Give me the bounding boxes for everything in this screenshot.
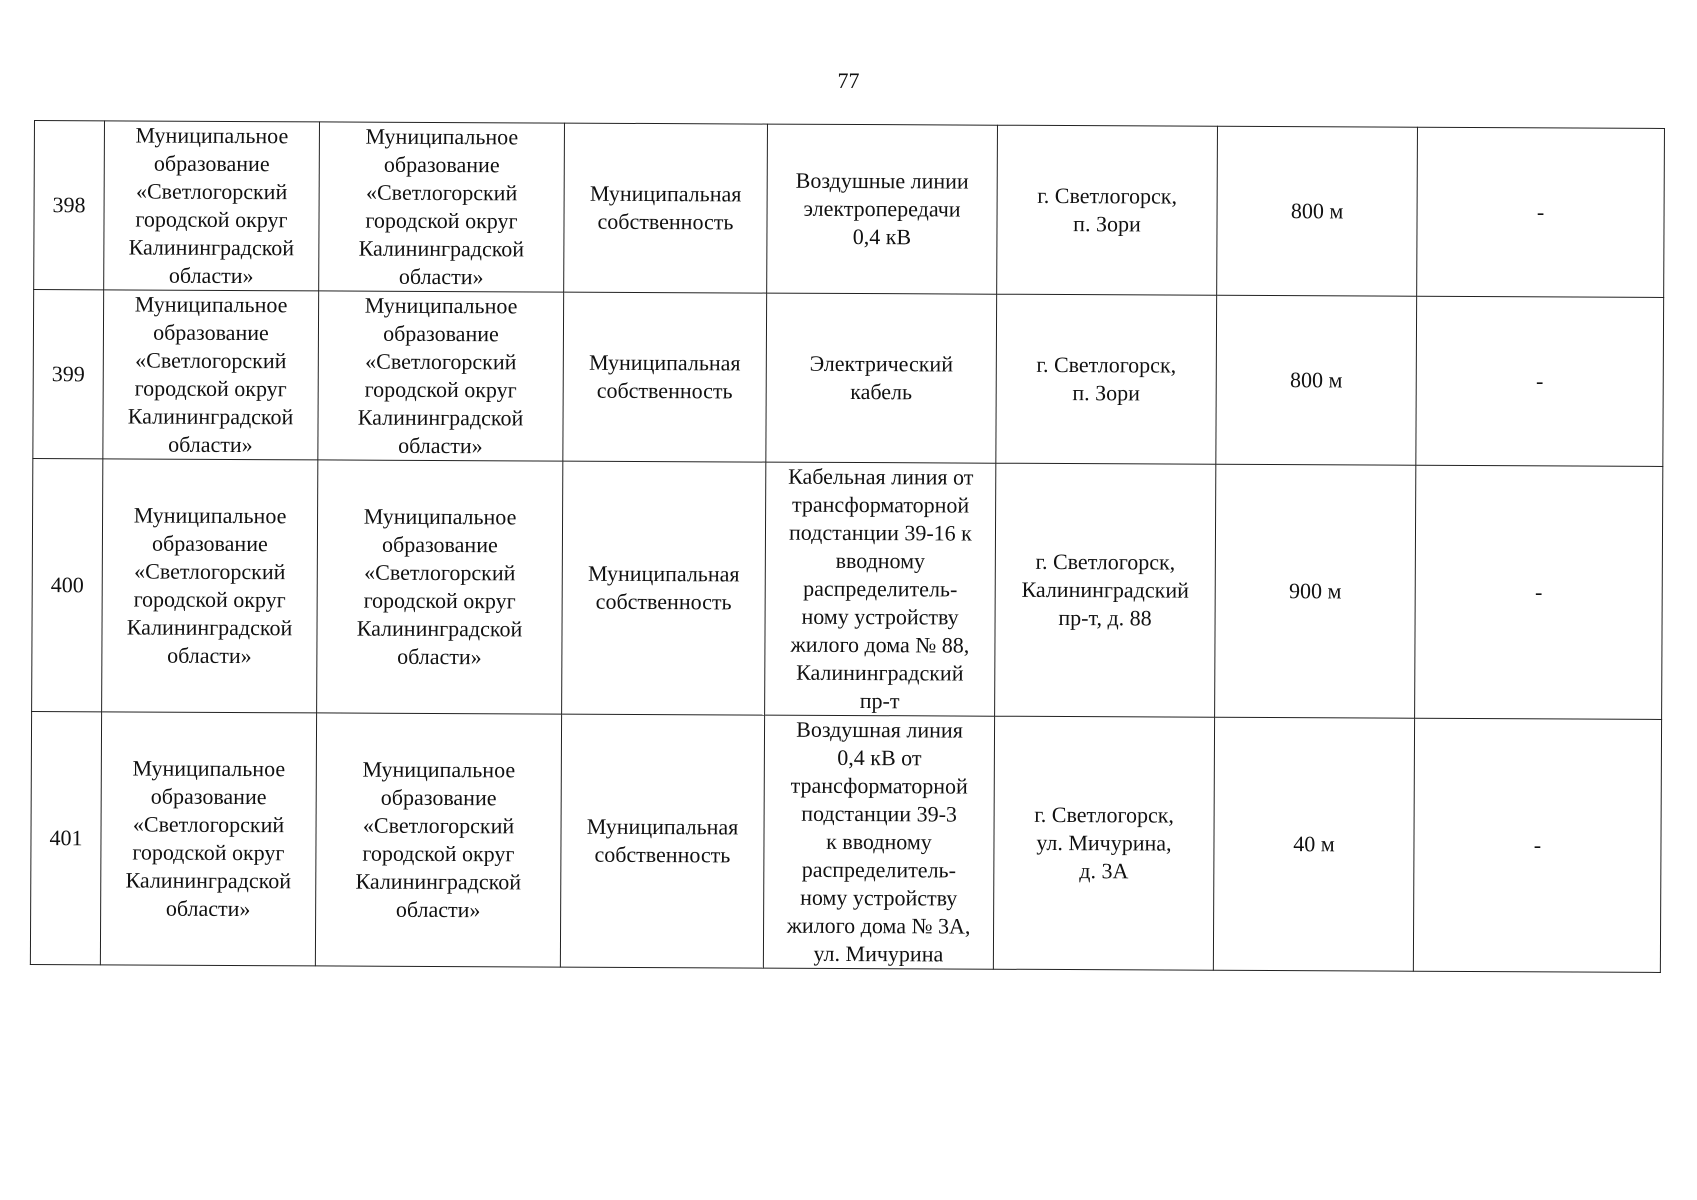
owner-cell: Муниципальное образование «Светлогорский городской округ Калининградской области» [100,712,316,966]
table-row [30,711,1661,972]
length-cell: 800 м [1216,295,1417,465]
table-row [34,121,1665,298]
length-cell: 40 м [1213,717,1414,971]
object-cell: Воздушные линии электропередачи 0,4 кВ [767,124,998,294]
ownership-cell: Муниципальная собственность [562,461,766,715]
table-row [33,290,1664,467]
holder-cell: Муниципальное образование «Светлогорский городской округ Калининградской области» [318,291,564,461]
owner-cell: Муниципальное образование «Светлогорский городской округ Калининградской области» [104,121,320,291]
row-number: 399 [33,290,104,459]
address-cell: г. Светлогорск, Калининградский пр-т, д. 88 [995,463,1216,717]
address-cell: г. Светлогорск, п. Зори [996,294,1217,464]
note-cell: - [1416,296,1664,466]
ownership-cell: Муниципальная собственность [560,714,764,968]
object-cell: Воздушная линия 0,4 кВ от трансформаторной подстанции 39-3 к вводному распределитель- ному устройству жилого дома № 3А, ул. Мичурина [763,715,994,969]
holder-cell: Муниципальное образование «Светлогорский городской округ Калининградской области» [315,713,561,967]
ownership-cell: Муниципальная собственность [564,123,768,293]
note-cell: - [1417,127,1665,297]
object-cell: Электрический кабель [766,293,997,463]
owner-cell: Муниципальное образование «Светлогорский городской округ Калининградской области» [102,459,318,713]
object-cell: Кабельная линия от трансформаторной подстанции 39-16 к вводному распределитель- ному устройству жилого дома № 88, Калининградский пр-т [765,462,996,716]
table-row [32,458,1663,719]
note-cell: - [1415,465,1663,719]
address-cell: г. Светлогорск, п. Зори [997,125,1218,295]
length-cell: 900 м [1215,464,1416,718]
page-number: 77 [837,68,860,93]
owner-cell: Муниципальное образование «Светлогорский городской округ Калининградской области» [103,290,319,460]
row-number: 400 [32,458,103,711]
row-number: 398 [34,121,105,290]
holder-cell: Муниципальное образование «Светлогорский городской округ Калининградской области» [319,122,565,292]
note-cell: - [1413,718,1661,972]
holder-cell: Муниципальное образование «Светлогорский городской округ Калининградской области» [317,460,563,714]
registry-table [30,120,1665,973]
address-cell: г. Светлогорск, ул. Мичурина, д. 3А [993,716,1214,970]
ownership-cell: Муниципальная собственность [563,292,767,462]
row-number: 401 [30,711,101,964]
length-cell: 800 м [1217,126,1418,296]
